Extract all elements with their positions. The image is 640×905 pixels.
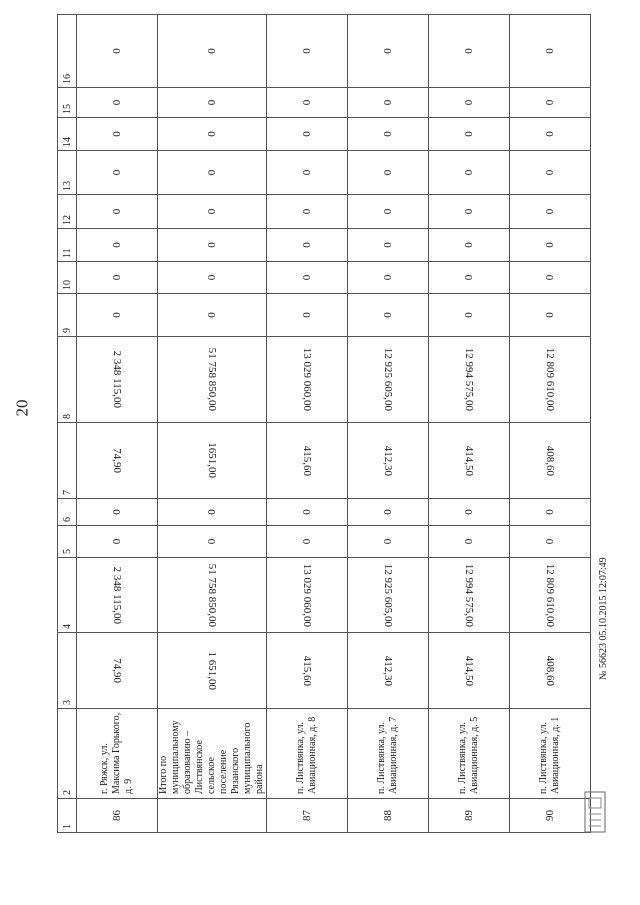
column-number: 8 [58,337,77,423]
value-cell: 0 [348,151,429,195]
value-cell: 0 [158,294,267,337]
value-cell: 0 [77,526,158,558]
row-number-cell: 90 [510,799,591,833]
value-cell: 0 [267,499,348,526]
value-cell: 0 [348,118,429,151]
area-cell: 415,60 [267,633,348,709]
value-cell: 0 [348,526,429,558]
cost-cell: 51 758 850,00 [158,558,267,633]
object-name-cell: п. Листвянка, ул. Авиационная, д. 5 [429,709,510,799]
table-row [510,15,591,833]
area-cell: 1 651,00 [158,633,267,709]
value-cell: 0 [429,88,510,118]
value-cell: 0 [348,499,429,526]
cost-cell: 51 758 850,00 [158,337,267,423]
value-cell: 0 [77,499,158,526]
value-cell: 0 [510,262,591,294]
row-number-cell: 89 [429,799,510,833]
cost-cell: 12 809 610,00 [510,558,591,633]
value-cell: 0 [510,88,591,118]
value-cell: 0 [429,195,510,229]
area-cell: 414,50 [429,423,510,499]
area-cell: 408,60 [510,423,591,499]
value-cell: 0 [267,195,348,229]
value-cell: 0 [267,88,348,118]
value-cell: 0 [77,229,158,262]
cost-cell: 12 925 605,00 [348,558,429,633]
value-cell: 0 [267,262,348,294]
value-cell: 0 [510,294,591,337]
table-row [267,15,348,833]
value-cell: 0 [510,118,591,151]
value-cell: 0 [77,151,158,195]
value-cell: 0 [267,151,348,195]
value-cell: 0 [158,15,267,88]
value-cell: 0 [510,151,591,195]
data-table-container [57,15,561,833]
value-cell: 0 [510,229,591,262]
column-number: 11 [58,229,77,262]
object-name-cell: п. Листвянка, ул. Авиационная, д. 7 [348,709,429,799]
column-number: 6 [58,499,77,526]
page-number: 20 [12,399,32,417]
cost-cell: 13 029 060,00 [267,558,348,633]
value-cell: 0 [267,229,348,262]
column-number: 12 [58,195,77,229]
object-name-cell: Итого по муниципальному образованию – Листвянское сельское поселение Рязанского муниципального района [158,709,267,799]
cost-cell: 12 994 575,00 [429,337,510,423]
cost-cell: 13 029 060,00 [267,337,348,423]
area-cell: 415,60 [267,423,348,499]
value-cell: 0 [510,195,591,229]
value-cell: 0 [267,526,348,558]
value-cell: 0 [348,294,429,337]
table-row [77,15,158,833]
row-number-cell: 87 [267,799,348,833]
object-name-cell: п. Листвянка, ул. Авиационная, д. 1 [510,709,591,799]
column-number: 3 [58,633,77,709]
row-number-cell: 88 [348,799,429,833]
value-cell: 0 [77,294,158,337]
value-cell: 0 [429,118,510,151]
value-cell: 0 [348,88,429,118]
document-registration-stamp: № 56623 05.10.2015 12:07:49 [598,557,609,680]
column-number: 10 [58,262,77,294]
value-cell: 0 [510,15,591,88]
value-cell: 0 [77,195,158,229]
value-cell: 0 [267,15,348,88]
value-cell: 0 [429,151,510,195]
value-cell: 0 [429,294,510,337]
value-cell: 0 [158,526,267,558]
area-cell: 412,30 [348,423,429,499]
column-number: 9 [58,294,77,337]
column-number: 2 [58,709,77,799]
area-cell: 74,90 [77,633,158,709]
value-cell: 0 [77,262,158,294]
column-number: 5 [58,526,77,558]
cost-cell: 12 809 610,00 [510,337,591,423]
value-cell: 0 [267,118,348,151]
area-cell: 74,90 [77,423,158,499]
cost-cell: 2 348 115,00 [77,558,158,633]
object-name-cell: п. Листвянка, ул. Авиационная, д. 8 [267,709,348,799]
value-cell: 0 [267,294,348,337]
value-cell: 0 [158,229,267,262]
value-cell: 0 [158,195,267,229]
column-number: 13 [58,151,77,195]
column-number: 15 [58,88,77,118]
column-number-row [58,15,77,833]
value-cell: 0 [348,262,429,294]
value-cell: 0 [77,118,158,151]
row-number-cell: 86 [77,799,158,833]
row-number-cell [158,799,267,833]
area-cell: 1651,00 [158,423,267,499]
stamp-icon [583,790,607,834]
area-cell: 408,60 [510,633,591,709]
value-cell: 0 [429,229,510,262]
value-cell: 0 [77,88,158,118]
value-cell: 0 [429,15,510,88]
table-row [348,15,429,833]
value-cell: 0 [348,195,429,229]
value-cell: 0 [429,262,510,294]
column-number: 14 [58,118,77,151]
value-cell: 0 [158,151,267,195]
column-number: 7 [58,423,77,499]
cost-cell: 12 925 605,00 [348,337,429,423]
column-number: 4 [58,558,77,633]
value-cell: 0 [429,526,510,558]
value-cell: 0 [158,118,267,151]
area-cell: 412,30 [348,633,429,709]
table-row-total [158,15,267,833]
cost-cell: 12 994 575,00 [429,558,510,633]
column-number: 1 [58,799,77,833]
value-cell: 0 [429,499,510,526]
cost-cell: 2 348 115,00 [77,337,158,423]
value-cell: 0 [158,262,267,294]
area-cell: 414,50 [429,633,510,709]
value-cell: 0 [77,15,158,88]
value-cell: 0 [158,88,267,118]
data-table [57,14,591,833]
column-number: 16 [58,15,77,88]
value-cell: 0 [348,15,429,88]
table-row [429,15,510,833]
value-cell: 0 [348,229,429,262]
object-name-cell: г. Ряжск, ул. Максима Горького, д. 9 [77,709,158,799]
value-cell: 0 [158,499,267,526]
value-cell: 0 [510,499,591,526]
value-cell: 0 [510,526,591,558]
